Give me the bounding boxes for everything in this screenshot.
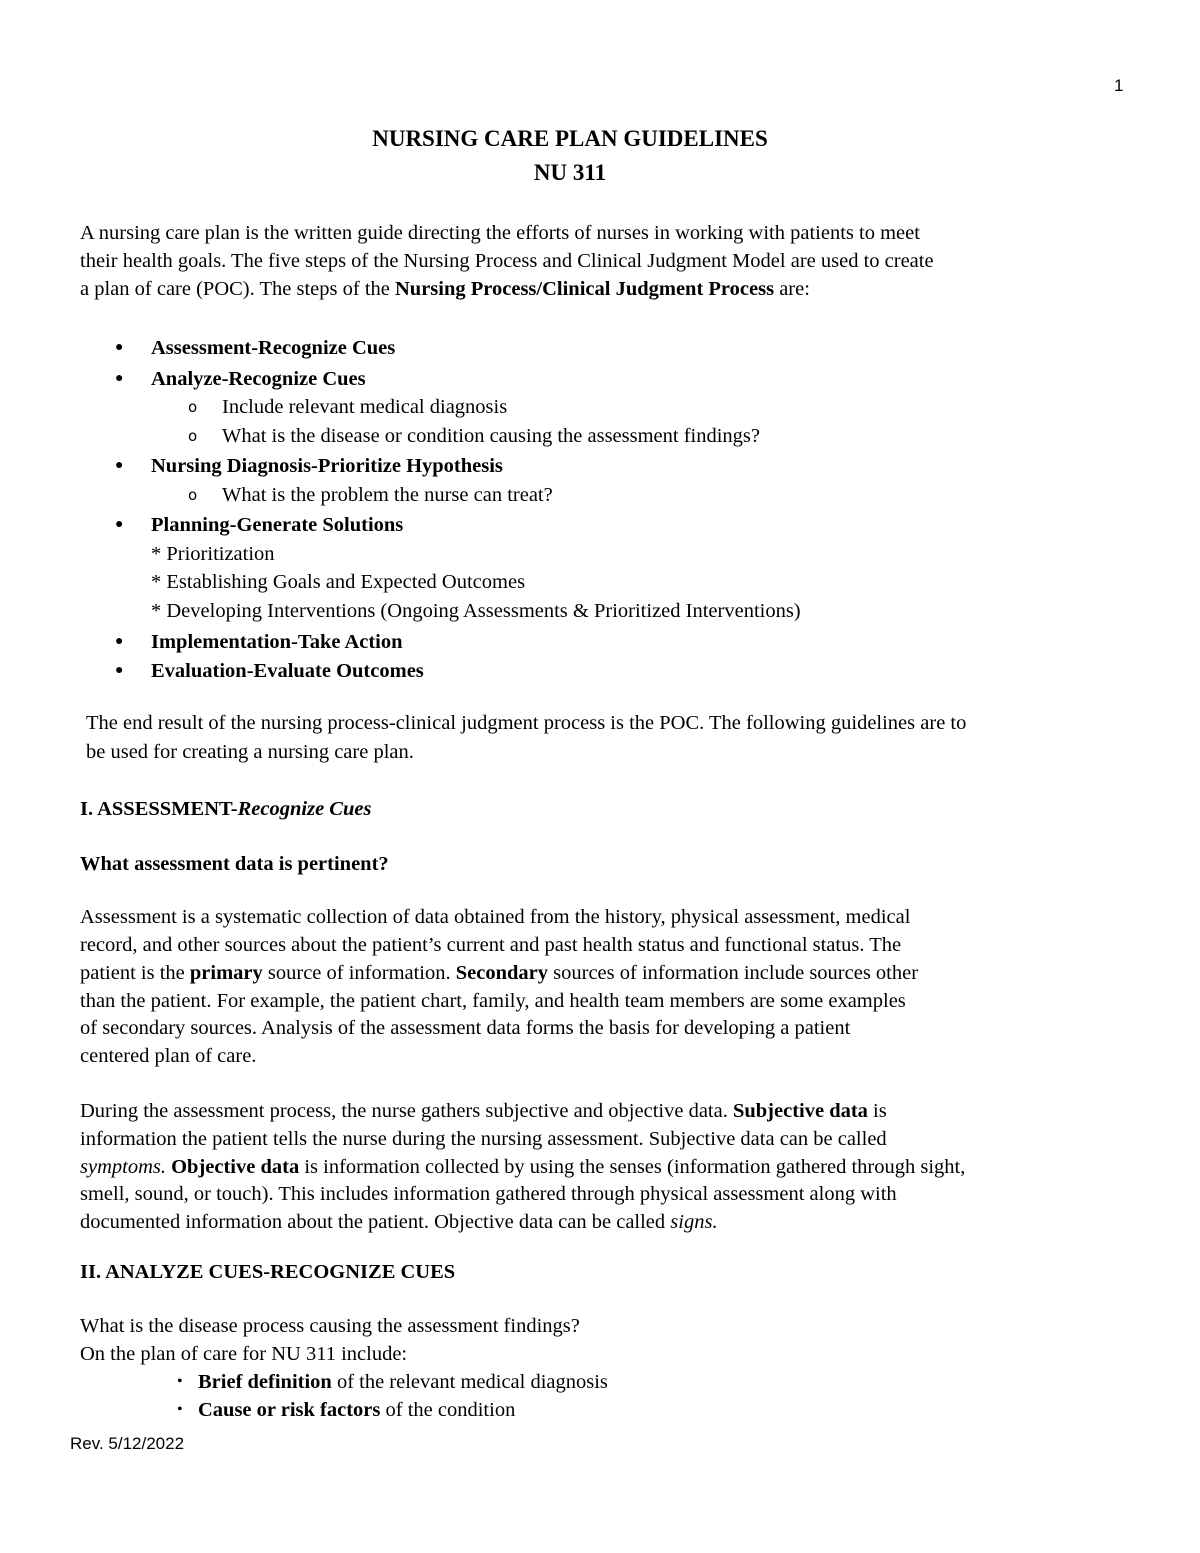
circle-bullet-icon: o [188,486,198,504]
section-1-p1-line-3: patient is the primary source of information. Secondary sources of information include sources other [80,962,919,984]
section-2-include: On the plan of care for NU 311 include: [80,1343,408,1365]
step-nursing-diagnosis-sub-1: What is the problem the nurse can treat? [222,484,553,506]
summary-line-2: be used for creating a nursing care plan. [86,741,414,763]
step-analyze-sub-2: What is the disease or condition causing the assessment findings? [222,425,761,447]
section-2-item-2: Cause or risk factors of the condition [198,1399,516,1421]
bullet-icon: ● [115,458,124,473]
section-2-question: What is the disease process causing the assessment findings? [80,1315,580,1337]
section-1-p1-line-5: of secondary sources. Analysis of the assessment data forms the basis for developing a patient [80,1017,851,1039]
step-planning-sub-3: * Developing Interventions (Ongoing Assessments & Prioritized Interventions) [151,600,801,622]
section-2-heading: II. ANALYZE CUES-RECOGNIZE CUES [80,1261,456,1283]
circle-bullet-icon: o [188,398,198,416]
step-assessment: Assessment-Recognize Cues [151,337,396,359]
section-1-p2-line-4: smell, sound, or touch). This includes information gathered through physical assessment along with [80,1183,897,1205]
circle-bullet-icon: o [188,427,198,445]
page-number: 1 [1114,76,1124,95]
bullet-icon: ● [115,663,124,678]
section-1-question: What assessment data is pertinent? [80,853,389,875]
section-2-item-1: Brief definition of the relevant medical diagnosis [198,1371,608,1393]
dot-bullet-icon: • [177,1373,183,1390]
step-planning-sub-2: * Establishing Goals and Expected Outcomes [151,571,526,593]
section-1-p1-line-2: record, and other sources about the patient’s current and past health status and functional status. The [80,934,902,956]
bullet-icon: ● [115,634,124,649]
intro-line-2: their health goals. The five steps of the Nursing Process and Clinical Judgment Model are used to create [80,250,934,272]
section-1-p1-line-4: than the patient. For example, the patient chart, family, and health team members are some examples [80,990,906,1012]
section-1-p1-line-1: Assessment is a systematic collection of data obtained from the history, physical assessment, medical [80,906,911,928]
section-1-p2-line-3: symptoms. Objective data is information collected by using the senses (information gathered through sight, [80,1156,966,1178]
step-planning: Planning-Generate Solutions [151,514,404,536]
section-1-p1-line-6: centered plan of care. [80,1045,257,1067]
step-planning-sub-1: * Prioritization [151,543,275,565]
section-1-p2-line-2: information the patient tells the nurse during the nursing assessment. Subjective data can be called [80,1128,887,1150]
step-implementation: Implementation-Take Action [151,631,403,653]
intro-line-1: A nursing care plan is the written guide directing the efforts of nurses in working with patients to meet [80,222,920,244]
bullet-icon: ● [115,340,124,355]
section-1-p2-line-1: During the assessment process, the nurse gathers subjective and objective data. Subjective data is [80,1100,887,1122]
step-evaluation: Evaluation-Evaluate Outcomes [151,660,424,682]
revision-date: Rev. 5/12/2022 [70,1434,185,1453]
bullet-icon: ● [115,371,124,386]
document-title: NURSING CARE PLAN GUIDELINES [372,126,768,151]
intro-line-3: a plan of care (POC). The steps of the Nursing Process/Clinical Judgment Process are: [80,278,810,300]
dot-bullet-icon: • [177,1401,183,1418]
step-analyze-sub-1: Include relevant medical diagnosis [222,396,508,418]
bullet-icon: ● [115,517,124,532]
step-nursing-diagnosis: Nursing Diagnosis-Prioritize Hypothesis [151,455,503,477]
course-code: NU 311 [533,160,607,185]
section-1-p2-line-5: documented information about the patient. Objective data can be called signs. [80,1211,718,1233]
step-analyze: Analyze-Recognize Cues [151,368,366,390]
summary-line-1: The end result of the nursing process-clinical judgment process is the POC. The following guidelines are to [86,712,967,734]
section-1-heading: I. ASSESSMENT-Recognize Cues [80,798,372,820]
